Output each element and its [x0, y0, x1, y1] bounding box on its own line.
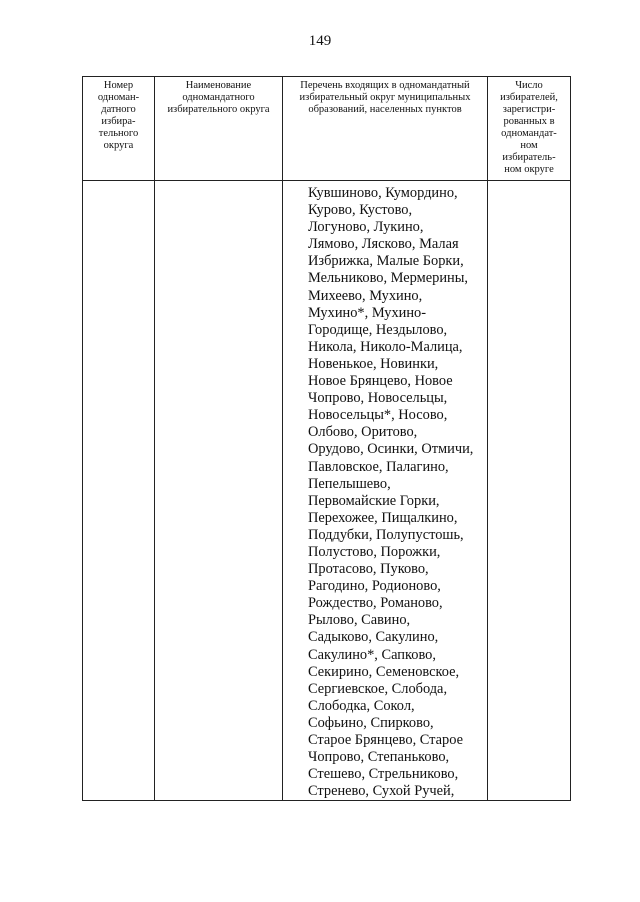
text-line: Число — [515, 80, 543, 91]
text-line: Секирино, Семеновское, — [308, 663, 460, 680]
district-table — [82, 76, 571, 801]
text-line: избирателей, — [500, 92, 558, 103]
text-line: Павловское, Палагино, — [308, 458, 449, 475]
text-line: Старое Брянцево, Старое — [308, 732, 463, 748]
cell-district-name — [155, 181, 283, 801]
text-line: Стешево, Стрельниково, — [308, 766, 459, 783]
text-line: Протасово, Пуково, — [308, 561, 429, 578]
header-district-name — [155, 77, 283, 181]
text-line: Орудово, Осинки, Отмичи, — [308, 441, 474, 458]
text-line: Олбово, Оритово, — [308, 424, 418, 441]
text-line: Новосельцы*, Носово, — [308, 407, 448, 424]
text-line: одноман- — [97, 92, 140, 103]
text-line: рованных в — [503, 116, 555, 127]
text-line: Никола, Николо-Малица, — [308, 338, 463, 355]
text-line: зарегистри- — [502, 104, 556, 115]
text-line: Новое Брянцево, Новое — [308, 373, 453, 390]
text-line: ном — [520, 140, 538, 151]
header-district-name-text — [155, 77, 282, 116]
settlements-list-text — [283, 181, 487, 800]
header-district-number — [83, 77, 155, 181]
text-line: Стренево, Сухой Ручей, — [308, 783, 455, 800]
text-line: Наименование — [185, 80, 252, 91]
text-line: Михеево, Мухино, — [308, 287, 423, 304]
header-settlements-list-text — [283, 77, 487, 116]
text-line: Перехожее, Пищалкино, — [308, 509, 458, 526]
text-line: Садыково, Сакулино, — [308, 629, 439, 646]
text-line: Мельниково, Мермерины, — [308, 270, 469, 287]
text-line: Поддубки, Полупустошь, — [308, 526, 464, 543]
text-line: Мухино*, Мухино- — [308, 304, 427, 321]
cell-voter-count — [488, 181, 571, 801]
text-line: тельного — [98, 128, 139, 139]
table-row — [83, 181, 571, 801]
text-line: Сакулино*, Сапково, — [308, 646, 436, 663]
text-line: Рагодино, Родионово, — [308, 578, 441, 595]
text-line: одномандат- — [501, 128, 557, 139]
text-line: Курово, Кустово, — [308, 202, 413, 219]
text-line: Лямово, Лясково, Малая — [308, 236, 459, 253]
text-line: Новенькое, Новинки, — [308, 355, 439, 372]
cell-settlements-list — [283, 181, 488, 801]
text-line: Кувшиново, Кумордино, — [308, 185, 458, 201]
text-line: Рылово, Савино, — [308, 612, 411, 629]
text-line: Полустово, Порожки, — [308, 543, 441, 560]
text-line: Первомайские Горки, — [308, 492, 440, 509]
text-line: Перечень входящих в одномандатный — [300, 80, 470, 91]
text-line: Слободка, Сокол, — [308, 697, 415, 714]
text-line: Избрижка, Малые Борки, — [308, 253, 464, 270]
text-line: образований, населенных пунктов — [308, 104, 462, 115]
text-line: избиратель- — [502, 152, 556, 163]
text-line: избирательный округ муниципальных — [299, 92, 471, 103]
text-line: Рождество, Романово, — [308, 595, 443, 612]
table-header-row — [83, 77, 571, 181]
text-line: ном округе — [504, 164, 554, 175]
page-number: 149 — [308, 33, 332, 49]
header-settlements-list — [283, 77, 488, 181]
text-line: Сергиевское, Слобода, — [308, 680, 448, 697]
header-district-number-text — [83, 77, 154, 152]
text-line: Пепелышево, — [308, 475, 391, 492]
cell-district-number — [83, 181, 155, 801]
text-line: датного — [101, 104, 136, 115]
text-line: Логуново, Лукино, — [308, 219, 424, 236]
text-line: Городище, Нездылово, — [308, 321, 448, 338]
text-line: Номер — [103, 80, 134, 91]
text-line: Софьино, Спирково, — [308, 714, 434, 731]
text-line: избирательного округа — [167, 104, 270, 115]
text-line: избира- — [101, 116, 136, 127]
header-voter-count-text — [488, 77, 570, 176]
text-line: округа — [103, 140, 134, 151]
text-line: Чопрово, Новосельцы, — [308, 390, 448, 407]
text-line: одномандатного — [182, 92, 255, 103]
header-voter-count — [488, 77, 571, 181]
text-line: Чопрово, Степаньково, — [308, 749, 450, 766]
